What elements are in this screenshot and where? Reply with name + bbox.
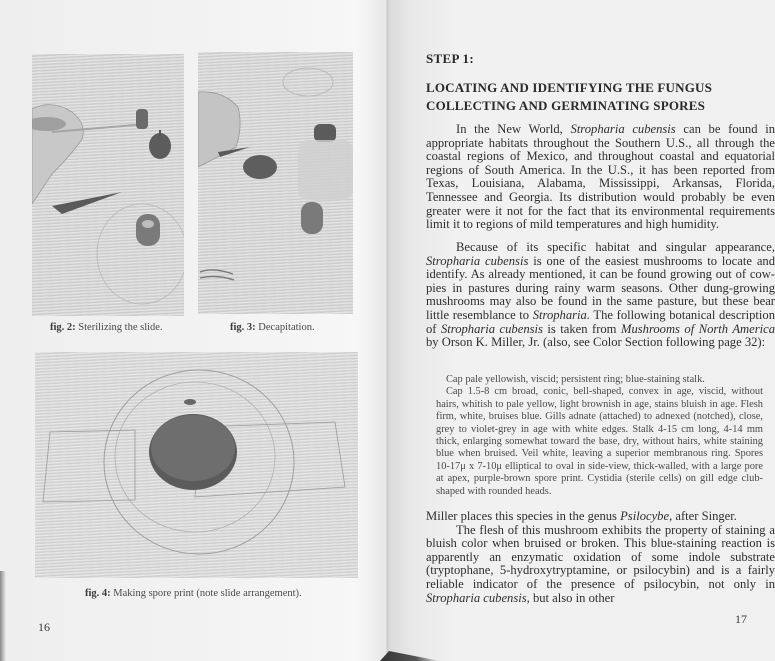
small-mushroom-cap	[136, 109, 148, 129]
vial	[136, 214, 160, 246]
page-edge-shadow	[0, 571, 6, 661]
quote-summary: Cap pale yellowish, viscid; persistent ring; blue-staining stalk.	[446, 374, 705, 385]
species-name: Stropharia cubensis	[570, 122, 676, 136]
page-number-right: 17	[735, 612, 747, 626]
heading-line-1: LOCATING AND IDENTIFYING THE FUNGUS	[426, 80, 713, 95]
figure-4-photo	[35, 352, 358, 578]
figure-3-caption-text: Decapitation.	[258, 322, 315, 333]
paragraph-1	[426, 123, 775, 232]
genus-name: Psilocybe,	[620, 509, 673, 523]
text-run: Because of its specific habitat and singular appearance,	[456, 240, 775, 254]
section-heading	[426, 79, 775, 115]
text-run: but also in other	[529, 590, 615, 605]
figure-4-label: fig. 4:	[85, 588, 111, 599]
bottle-cap	[314, 124, 336, 142]
vial	[301, 202, 323, 234]
step-title: STEP 1:	[426, 51, 474, 66]
book-gutter	[386, 0, 390, 661]
figure-4-caption-text: Making spore print (note slide arrangement).	[113, 588, 302, 599]
text-run: can be found in appropriate habitats throughout the Southern U.S., all through the coastal regions of Mexico, and throughout coastal and equatorial regions of South America. In the U.S., it has been reported from Texas, Louisiana, Alabama, Mississippi, Arkansas, Florida, Tennessee and Georgia. Its distribution would probably be even greater were it not for the fact that its environmental requirements limit it to regions of mild temperatures and high humidity.	[426, 122, 775, 232]
label-dot	[184, 399, 196, 405]
quote-body: Cap 1.5-8 cm broad, conic, bell-shaped, convex in age, viscid, without hairs, whitish to pale yellow, light brownish in age, stains bluish in age. Flesh firm, white, bruises blue. Gills adnate (attached) to adnexed (notched), close, grey to violet-grey in age with white edges. Stalk 4-15 cm long, 4-14 mm thick, enlarging somewhat toward the base, dry, without hairs, white staining blue when bruised. Veil white, leaving a superior membranous ring. Spores 10-17μ x 7-10μ elliptical to oval in side-view, thick-walled, with a large pore at apex, purple-brown spore print. Cystidia (sterile cells) on gill edge club-shaped with rounded heads.	[436, 386, 763, 497]
text-run: In the New World,	[456, 122, 571, 136]
forceps	[200, 270, 234, 280]
scalpel	[52, 192, 122, 214]
figure-3-label: fig. 3:	[230, 322, 256, 333]
text-run: The following botanical description of	[426, 307, 775, 336]
species-name: Stropharia cubensis	[426, 253, 529, 268]
hand-illustration	[198, 92, 240, 167]
bottle-cap	[149, 133, 171, 159]
heading-line-2: COLLECTING AND GERMINATING SPORES	[426, 98, 706, 113]
genus-name: Stropharia.	[532, 307, 590, 322]
figure-4-caption	[85, 588, 302, 599]
glass-slide-left	[43, 430, 135, 502]
text-run: Miller places this species in the genus	[426, 509, 621, 523]
text-run: after Singer.	[672, 509, 737, 523]
text-run: The flesh of this mushroom exhibits the property of staining a bluish color when bruised or broken. This blue-staining reaction is apparently an enzymatic oxidation of some indole substrate (tryptophane, 5-hydroxytryptamine, or psilocybin) and is a fairly reliable indicator of the presence of psilocybin, not only in	[426, 522, 775, 591]
figure-2-caption	[50, 322, 163, 333]
book-title: Mushrooms of North America	[620, 321, 775, 336]
figure-2-label: fig. 2:	[50, 322, 76, 333]
figure-3-photo	[198, 52, 353, 314]
figure-2-caption-text: Sterilizing the slide.	[78, 322, 163, 333]
species-name: Stropharia cubensis	[440, 321, 543, 336]
paragraph-2	[426, 241, 775, 350]
text-run: is one of the easiest mushrooms to locate and identify. As already mentioned, it can be found growing out of cow-pies in pastures during rainy warm seasons. Other dung-growing mushrooms may also be found in the same pasture, but these bear little resemblance to	[426, 253, 775, 322]
mushroom-cap	[243, 155, 277, 179]
text-run: by Orson K. Miller, Jr. (also, see Color Section following page 32):	[426, 335, 766, 350]
text-run: is taken from	[542, 321, 621, 336]
botanical-description-quote	[436, 374, 763, 498]
figure-2-photo	[32, 54, 184, 316]
paragraph-3	[426, 510, 775, 605]
bottle	[298, 140, 353, 200]
page-number-left: 16	[38, 620, 50, 634]
hand-illustration	[32, 105, 83, 204]
species-name: Stropharia cubensis,	[426, 590, 530, 605]
figure-3-caption	[230, 322, 315, 333]
